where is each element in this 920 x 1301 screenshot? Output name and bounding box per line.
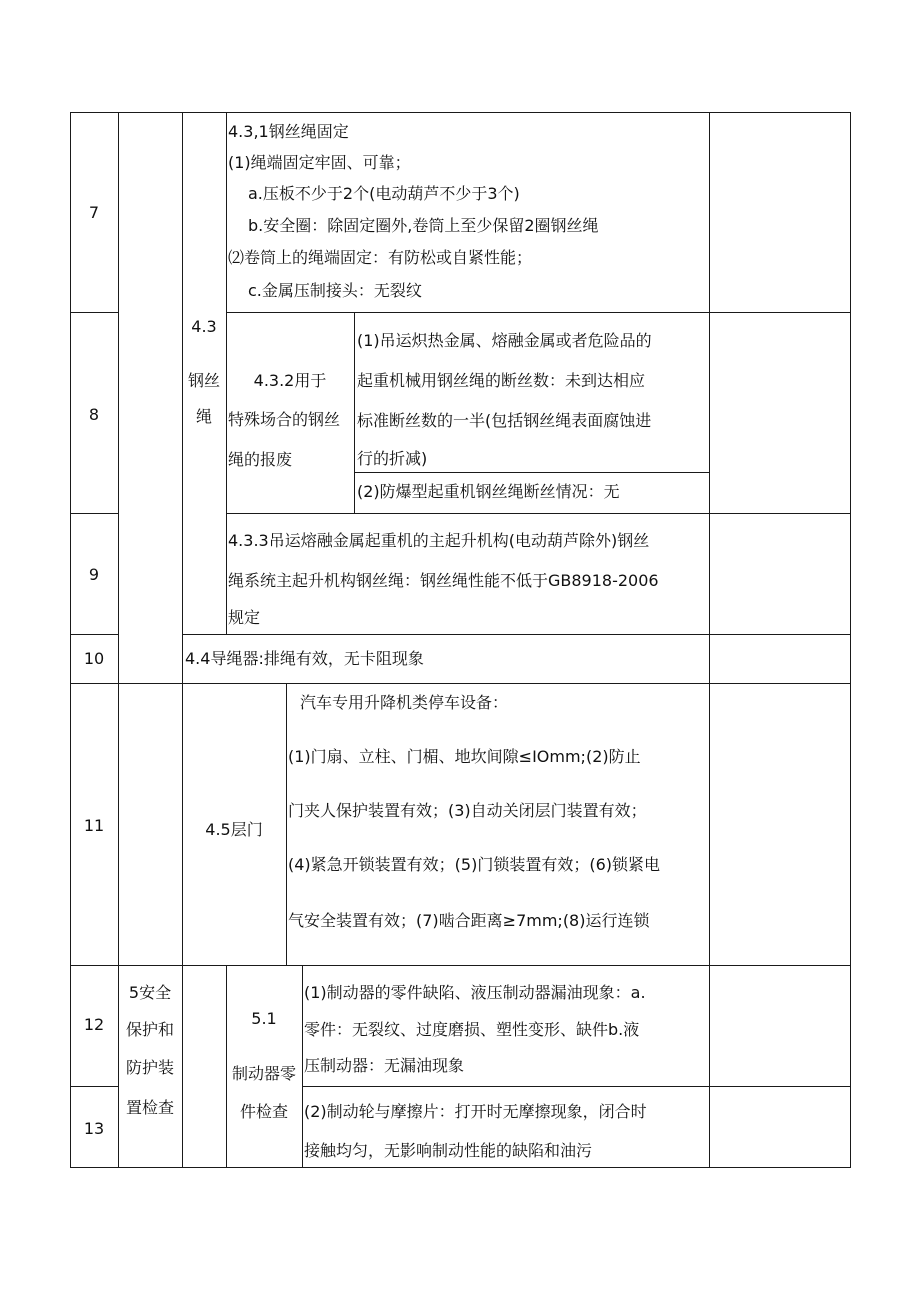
item-label: 件检查 (239, 1102, 288, 1121)
table-border-right (850, 112, 851, 1168)
requirement-text: 规定 (228, 608, 261, 627)
section-label: 4.3 (191, 317, 217, 336)
row-divider (302, 1086, 851, 1087)
row-divider (70, 513, 118, 514)
table-border-top (70, 112, 851, 113)
requirement-text: 汽车专用升降机类停车设备： (300, 693, 509, 712)
row-divider (70, 1086, 118, 1087)
requirement-text: 零件：无裂纹、过度磨损、塑性变形、缺件b.液 (304, 1020, 640, 1039)
row-divider (70, 312, 118, 313)
requirement-text: (2)防爆型起重机钢丝绳断丝情况：无 (357, 482, 620, 501)
row-number: 10 (83, 649, 105, 668)
requirement-text: (1)门扇、立柱、门楣、地坎间隙≤IOmm;(2)防止 (288, 747, 641, 766)
requirement-text: 门夹人保护装置有效；(3)自动关闭层门装置有效； (288, 801, 647, 820)
subrow-divider (354, 472, 709, 473)
requirement-text: 接触均匀，无影响制动性能的缺陷和油污 (304, 1141, 593, 1160)
item-label: 4.3.2用于 (253, 371, 327, 390)
row-number: 8 (88, 405, 100, 424)
row-divider (182, 634, 851, 635)
column-divider (286, 683, 287, 965)
row-divider (70, 634, 118, 635)
requirement-text: 压制动器：无漏油现象 (304, 1056, 465, 1075)
category-label: 保护和 (125, 1020, 174, 1039)
requirement-text: 气安全装置有效；(7)啮合距离≥7mm;(8)运行连锁 (288, 911, 650, 930)
requirement-text: b.安全圈：除固定圈外,卷筒上至少保留2圈钢丝绳 (248, 216, 599, 235)
row-divider (70, 965, 851, 966)
requirement-text: (2)制动轮与摩擦片：打开时无摩擦现象，闭合时 (304, 1102, 647, 1121)
category-label: 防护装 (125, 1058, 174, 1077)
requirement-text: (1)吊运炽热金属、熔融金属或者危险品的 (357, 331, 652, 350)
result-column-divider (709, 112, 710, 1168)
column-divider (182, 112, 183, 1168)
requirement-text: 4.4导绳器:排绳有效，无卡阻现象 (185, 649, 424, 668)
column-divider (302, 965, 303, 1168)
requirement-text: (1)绳端固定牢固、可靠； (228, 153, 411, 172)
section-label: 绳 (195, 407, 212, 426)
item-label: 制动器零 (231, 1064, 296, 1083)
item-label: 特殊场合的钢丝 (228, 410, 341, 429)
item-label: 5.1 (251, 1009, 277, 1028)
requirement-text: 4.3.3吊运熔融金属起重机的主起升机构(电动葫芦除外)钢丝 (228, 531, 650, 550)
requirement-text: ⑵卷筒上的绳端固定：有防松或自紧性能； (228, 248, 533, 267)
requirement-text: 起重机械用钢丝绳的断丝数：未到达相应 (357, 371, 646, 390)
row-divider (70, 683, 851, 684)
item-label: 4.5层门 (205, 820, 263, 839)
requirement-text: 4.3,1钢丝绳固定 (228, 122, 349, 141)
row-number: 13 (83, 1119, 105, 1138)
row-divider (226, 513, 851, 514)
row-number: 9 (88, 565, 100, 584)
requirement-text: 绳系统主起升机构钢丝绳：钢丝绳性能不低于GB8918-2006 (228, 571, 659, 590)
row-divider (226, 312, 851, 313)
table-border-left (70, 112, 71, 1168)
column-divider (118, 112, 119, 1168)
requirement-text: (4)紧急开锁装置有效；(5)门锁装置有效；(6)锁紧电 (288, 855, 660, 874)
row-number: 12 (83, 1015, 105, 1034)
section-label: 钢丝 (187, 371, 220, 390)
column-divider (354, 312, 355, 513)
requirement-text: 行的折减) (357, 449, 428, 468)
requirement-text: a.压板不少于2个(电动葫芦不少于3个) (248, 184, 520, 203)
requirement-text: (1)制动器的零件缺陷、液压制动器漏油现象：a. (304, 983, 646, 1002)
row-number: 7 (88, 203, 100, 222)
category-label: 置检查 (125, 1098, 174, 1117)
category-label: 5安全 (128, 983, 172, 1002)
table-border-bottom (70, 1167, 851, 1168)
requirement-text: 标准断丝数的一半(包括钢丝绳表面腐蚀进 (357, 411, 652, 430)
item-label: 绳的报废 (228, 450, 293, 469)
row-number: 11 (83, 816, 105, 835)
requirement-text: c.金属压制接头：无裂纹 (248, 281, 422, 300)
